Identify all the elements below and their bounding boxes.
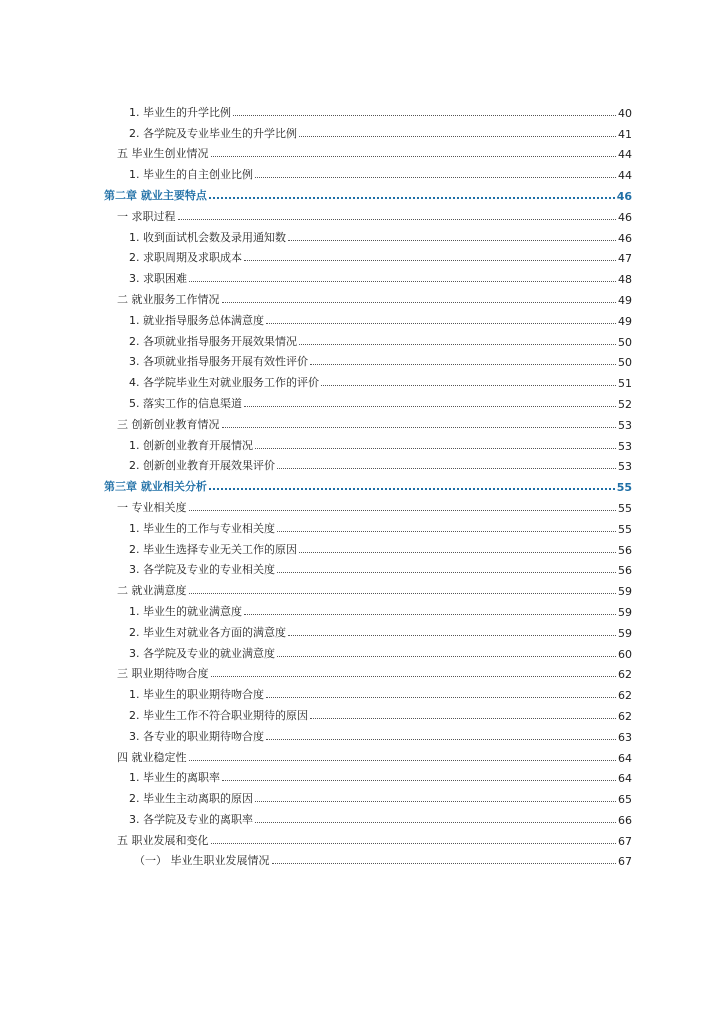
dot-leader [255,822,616,823]
dot-leader [321,385,616,386]
toc-entry-page: 44 [618,169,632,183]
toc-entry-page: 55 [618,522,632,536]
toc-entry[interactable] [104,536,632,557]
dot-leader [189,593,617,594]
dot-leader [211,676,617,677]
toc-entry-page: 48 [618,273,632,287]
toc-entry[interactable] [104,224,632,245]
toc-entry[interactable] [104,723,632,744]
dot-leader [266,323,616,324]
toc-entry[interactable] [104,328,632,349]
toc-section-title: 四 就业稳定性 [117,750,187,764]
toc-entry-title: 1. 毕业生的工作与专业相关度 [129,521,275,535]
toc-entry-title: 1. 创新创业教育开展情况 [129,438,253,452]
toc-section-page: 55 [618,501,632,515]
toc-section-title: 三 创新创业教育情况 [117,417,220,431]
toc-entry-title: 3. 求职困难 [129,272,187,286]
toc-entry[interactable] [104,161,632,182]
dot-leader [299,552,616,553]
toc-entry-title: 2. 毕业生对就业各方面的满意度 [129,625,286,639]
toc-section-page: 44 [618,148,632,162]
dot-leader [310,364,616,365]
toc-section-page: 62 [618,668,632,682]
toc-entry-page: 62 [618,709,632,723]
toc-entry-page: 59 [618,605,632,619]
dot-leader [178,219,617,220]
toc-chapter-page: 46 [616,189,632,203]
toc-entry-title: 2. 毕业生工作不符合职业期待的原因 [129,708,308,722]
dot-leader [233,115,616,116]
toc-entry-title: 1. 毕业生的升学比例 [129,105,231,119]
toc-entry-page: 62 [618,689,632,703]
dot-leader [255,448,616,449]
toc-entry-page: 52 [618,397,632,411]
dot-leader [189,510,617,511]
dot-leader [222,427,617,428]
dot-leader [222,302,617,303]
dot-leader [266,697,616,698]
toc-entry-title: 2. 求职周期及求职成本 [129,251,242,265]
dot-leader [266,739,616,740]
toc-entry[interactable] [104,765,632,786]
toc-entry[interactable] [104,785,632,806]
toc-entry[interactable] [104,432,632,453]
dot-leader [209,488,615,490]
toc-entry-page: 46 [618,231,632,245]
dot-leader [310,718,616,719]
toc-entry[interactable] [104,619,632,640]
toc-entry[interactable] [104,806,632,827]
toc-entry-page: 59 [618,626,632,640]
toc-section-title: 二 就业满意度 [117,584,187,598]
toc-section-page: 49 [618,293,632,307]
toc-entry-page: 56 [618,564,632,578]
dot-leader [255,177,616,178]
toc-entry[interactable] [104,681,632,702]
toc-section-page: 64 [618,751,632,765]
toc-section-page: 59 [618,585,632,599]
toc-entry-page: 40 [618,106,632,120]
dot-leader [277,656,616,657]
toc-entry[interactable] [104,702,632,723]
toc-section[interactable] [104,744,632,765]
dot-leader [211,156,617,157]
toc-chapter-title: 第三章 就业相关分析 [104,480,207,494]
toc-entry-title: 1. 就业指导服务总体满意度 [129,313,264,327]
toc-chapter[interactable] [104,182,632,203]
dot-leader [244,406,616,407]
toc-entry[interactable] [104,99,632,120]
dot-leader [272,863,617,864]
toc-chapter[interactable] [104,473,632,494]
toc-entry-page: 53 [618,460,632,474]
toc-entry-title: 1. 毕业生的离职率 [129,771,220,785]
dot-leader [299,344,616,345]
dot-leader [211,843,617,844]
toc-entry-page: 53 [618,439,632,453]
toc-entry-title: 3. 各专业的职业期待吻合度 [129,729,264,743]
toc-entry[interactable] [104,598,632,619]
table-of-contents [104,99,632,868]
toc-entry-page: 47 [618,252,632,266]
toc-entry-page: 64 [618,772,632,786]
dot-leader [299,136,616,137]
toc-section[interactable] [104,203,632,224]
toc-subsection-title: （一） 毕业生职业发展情况 [134,854,270,868]
toc-section[interactable] [104,141,632,162]
toc-entry-title: 2. 各学院及专业毕业生的升学比例 [129,126,297,140]
toc-entry-title: 3. 各学院及专业的离职率 [129,812,253,826]
toc-entry-title: 3. 各学院及专业的就业满意度 [129,646,275,660]
toc-entry-page: 56 [618,543,632,557]
toc-section-page: 67 [618,834,632,848]
toc-section-page: 53 [618,418,632,432]
toc-section[interactable] [104,577,632,598]
toc-entry-title: 1. 毕业生的就业满意度 [129,604,242,618]
toc-subsection-page: 67 [618,855,632,869]
toc-entry[interactable] [104,453,632,474]
toc-entry-page: 65 [618,793,632,807]
toc-entry-title: 1. 收到面试机会数及录用通知数 [129,230,286,244]
toc-section-title: 二 就业服务工作情况 [117,292,220,306]
toc-entry[interactable] [104,265,632,286]
toc-chapter-page: 55 [616,481,632,495]
dot-leader [255,801,616,802]
dot-leader [189,281,616,282]
toc-entry-title: 2. 创新创业教育开展效果评价 [129,459,275,473]
toc-entry[interactable] [104,307,632,328]
toc-entry-title: 1. 毕业生的职业期待吻合度 [129,688,264,702]
toc-entry-title: 2. 毕业生主动离职的原因 [129,792,253,806]
toc-entry-title: 3. 各学院及专业的专业相关度 [129,563,275,577]
dot-leader [277,468,616,469]
toc-section-title: 五 毕业生创业情况 [117,147,209,161]
toc-section[interactable] [104,411,632,432]
dot-leader [277,572,616,573]
dot-leader [209,197,615,199]
dot-leader [244,260,616,261]
toc-section-title: 五 职业发展和变化 [117,833,209,847]
toc-entry-page: 51 [618,377,632,391]
toc-entry-title: 5. 落实工作的信息渠道 [129,396,242,410]
toc-section-title: 三 职业期待吻合度 [117,667,209,681]
toc-entry[interactable] [104,640,632,661]
toc-section-title: 一 求职过程 [117,209,176,223]
toc-entry[interactable] [104,349,632,370]
toc-entry-title: 3. 各项就业指导服务开展有效性评价 [129,355,308,369]
dot-leader [222,780,616,781]
dot-leader [288,240,616,241]
toc-chapter-title: 第二章 就业主要特点 [104,188,207,202]
toc-entry-page: 41 [618,127,632,141]
toc-entry-title: 1. 毕业生的自主创业比例 [129,168,253,182]
dot-leader [277,531,616,532]
toc-section[interactable] [104,494,632,515]
toc-entry-title: 2. 毕业生选择专业无关工作的原因 [129,542,297,556]
toc-entry-page: 63 [618,730,632,744]
toc-section[interactable] [104,827,632,848]
toc-entry-title: 4. 各学院毕业生对就业服务工作的评价 [129,376,319,390]
toc-entry[interactable] [104,120,632,141]
toc-section-page: 46 [618,210,632,224]
toc-section-title: 一 专业相关度 [117,500,187,514]
dot-leader [189,760,617,761]
toc-entry-page: 60 [618,647,632,661]
toc-entry[interactable] [104,390,632,411]
toc-entry[interactable] [104,245,632,266]
toc-entry[interactable] [104,369,632,390]
toc-entry-page: 49 [618,314,632,328]
toc-subsection[interactable] [104,848,632,869]
toc-section[interactable] [104,286,632,307]
dot-leader [244,614,616,615]
toc-entry[interactable] [104,515,632,536]
toc-entry-title: 2. 各项就业指导服务开展效果情况 [129,334,297,348]
toc-entry-page: 66 [618,813,632,827]
dot-leader [288,635,616,636]
toc-entry-page: 50 [618,335,632,349]
toc-entry-page: 50 [618,356,632,370]
toc-section[interactable] [104,661,632,682]
toc-entry[interactable] [104,557,632,578]
